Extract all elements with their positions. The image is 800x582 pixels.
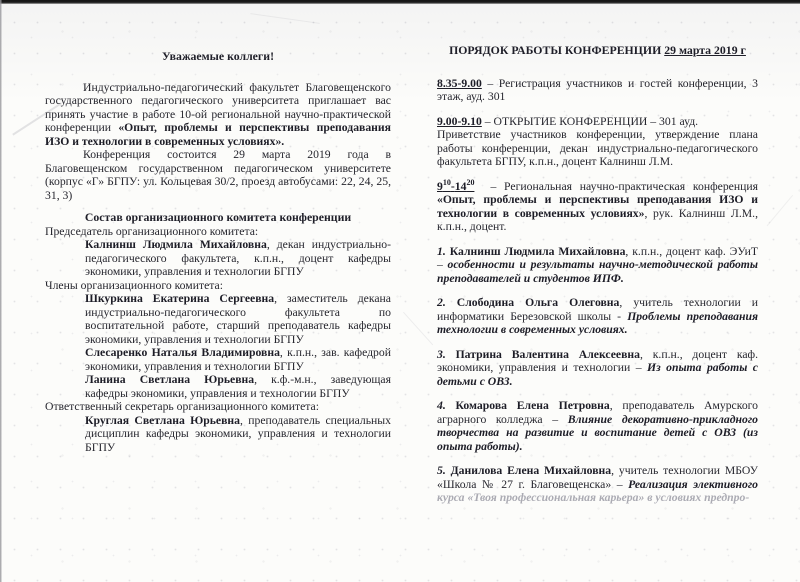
item-number: 4. bbox=[437, 399, 446, 412]
member-desc: , к.п.н., зав. кафедрой экономики, управления и технологии БГПУ bbox=[85, 346, 391, 373]
slot-time bbox=[437, 177, 475, 193]
item-number: 2. bbox=[437, 296, 446, 309]
secretary-label: Ответственный секретарь организационного комитета: bbox=[45, 400, 319, 413]
speaker-name: Патрина Валентина Алексеевна bbox=[455, 347, 641, 361]
item-number: 5. bbox=[437, 464, 446, 477]
slot-desc: – ОТКРЫТИЕ КОНФЕРЕНЦИИ – 301 ауд. bbox=[481, 114, 699, 128]
slot-time: 8.35-9.00 bbox=[437, 76, 482, 90]
speaker-name: Комарова Елена Петровна bbox=[455, 399, 610, 412]
time-start-sup: 10 bbox=[442, 177, 451, 187]
talk-topic: Влияние декоративно-прикладного творчества на развитие и воспитание детей с ОВЗ (из опыта работы). bbox=[437, 412, 759, 453]
time-end-base: 14 bbox=[454, 179, 467, 193]
presentation-item bbox=[437, 399, 758, 453]
member-entry bbox=[85, 346, 391, 373]
slot-desc: – Регистрация участников и гостей конференции, 3 этаж, ауд. 301 bbox=[437, 76, 758, 103]
item-number: 3. bbox=[437, 347, 446, 361]
scan-smudge bbox=[767, 195, 794, 226]
time-end-sup: 20 bbox=[466, 177, 475, 187]
time-start-base: 9 bbox=[437, 179, 443, 193]
speaker-name: Данилова Елена Михайловна bbox=[450, 464, 612, 477]
presentation-item bbox=[437, 296, 758, 337]
chair-name: Калнинш Людмила Михайловна bbox=[85, 238, 267, 251]
page-left bbox=[45, 50, 391, 454]
conference-title-bold: «Опыт, проблемы и перспективы преподавания ИЗО и технологии в современных условиях». bbox=[45, 121, 391, 148]
session-tail: , рук. Калнинш Л.М., к.п.н., доцент. bbox=[437, 206, 758, 233]
talk-topic-continuation-faded: курса «Твоя профессиональная карьера» в условиях предпро- bbox=[437, 491, 750, 504]
presentation-item bbox=[437, 245, 758, 286]
member-desc: , заместитель декана индустриально-педагогического факультета по воспитательной работе, старший преподаватель кафедры экономики, управления и технологии БГПУ bbox=[85, 292, 391, 346]
intro-text: Индустриально-педагогический факультет Благовещенского государственного педагогического университета приглашает вас принять участие в работе 10-ой региональной научно-практической конференции bbox=[45, 80, 391, 134]
member-name: Слесаренко Наталья Владимировна bbox=[85, 346, 280, 359]
talk-topic: Проблемы преподавания технологии в современных условиях. bbox=[437, 309, 758, 336]
schedule-slot-conference bbox=[437, 177, 758, 234]
member-name: Ланина Светлана Юрьевна bbox=[85, 373, 255, 386]
schedule-heading bbox=[437, 44, 758, 58]
intro-paragraph bbox=[45, 81, 391, 149]
secretary-desc: , преподаватель специальных дисциплин кафедры экономики, управления и технологии БГПУ bbox=[85, 413, 391, 454]
members-label: Члены организационного комитета: bbox=[45, 278, 223, 292]
schedule-heading-text: ПОРЯДОК РАБОТЫ КОНФЕРЕНЦИИ bbox=[449, 43, 665, 57]
secretary-entry bbox=[85, 414, 391, 455]
member-desc: , к.ф.-м.н., заведующая кафедры экономики, управления и технологии БГПУ bbox=[85, 373, 391, 400]
slot-time: 9.00-9.10 bbox=[437, 114, 482, 128]
scan-top-edge-artifact bbox=[0, 0, 800, 4]
talk-topic: особенности и результаты научно-методической работы преподавателей и студентов ИПФ. bbox=[437, 258, 759, 285]
time-hyphen: - bbox=[450, 179, 455, 193]
speaker-name: Калнинш Людмила Михайловна bbox=[449, 244, 626, 258]
presentation-item bbox=[437, 348, 758, 389]
speaker-role: , учитель технологии МБОУ «Школа № 27 г. Благовещенска» – bbox=[437, 464, 758, 491]
speaker-role: , к.п.н., доцент каф. экономики, управления и технологии – bbox=[437, 347, 759, 374]
venue-paragraph: Конференция состоится 29 марта 2019 года в Благовещенском государственном педагогическом университете (корпус «Г» БГПУ: ул. Кольцевая 30/2, проезд автобусами: 22, 24, 25, 31, 3) bbox=[45, 148, 391, 202]
member-entry bbox=[85, 373, 391, 400]
opening-details: Приветствие участников конференции, утверждение плана работы конференции, декан индустриально-педагогического факультета БГПУ, к.п.н., доцент Калнинш Л.М. bbox=[437, 128, 758, 168]
page-right bbox=[437, 44, 758, 505]
speaker-role: , преподаватель Амурского аграрного колледжа – bbox=[437, 399, 759, 426]
committee-heading: Состав организационного комитета конференции bbox=[84, 210, 352, 224]
schedule-slot-opening bbox=[437, 115, 758, 129]
scan-smudge bbox=[250, 13, 320, 24]
chair-entry bbox=[85, 238, 391, 279]
speaker-role: , к.п.н., доцент каф. ЭУиТ – bbox=[437, 244, 759, 271]
presentation-item bbox=[437, 464, 758, 505]
scan-smudge bbox=[403, 312, 433, 346]
item-number: 1. bbox=[437, 244, 446, 258]
speaker-role: , учитель технологии и информатики Березовской школы - bbox=[437, 296, 758, 323]
member-entry bbox=[85, 292, 391, 346]
chair-desc: , декан индустриально-педагогического факультета, к.п.н., доцент кафедры экономики, управления и технологии БГПУ bbox=[85, 238, 391, 278]
speaker-name: Слободина Ольга Олеговна bbox=[456, 296, 620, 309]
session-title-bold: «Опыт, проблемы и перспективы преподавания ИЗО и технологии в современных условиях» bbox=[437, 193, 758, 220]
greeting-heading: Уважаемые коллеги! bbox=[161, 49, 275, 63]
talk-topic: Реализация элективного bbox=[628, 477, 758, 491]
member-name: Шкуркина Екатерина Сергеевна bbox=[85, 292, 275, 305]
session-lead: – Региональная научно-практическая конференция bbox=[490, 179, 758, 193]
talk-topic: Из опыта работы с детьми с ОВЗ. bbox=[437, 361, 758, 388]
scan-left-edge-artifact bbox=[0, 0, 2, 582]
schedule-slot-registration bbox=[437, 77, 758, 104]
schedule-heading-date: 29 марта 2019 г bbox=[664, 43, 746, 57]
chair-label: Председатель организационного комитета: bbox=[45, 224, 259, 238]
secretary-name: Круглая Светлана Юрьевна bbox=[85, 413, 241, 427]
